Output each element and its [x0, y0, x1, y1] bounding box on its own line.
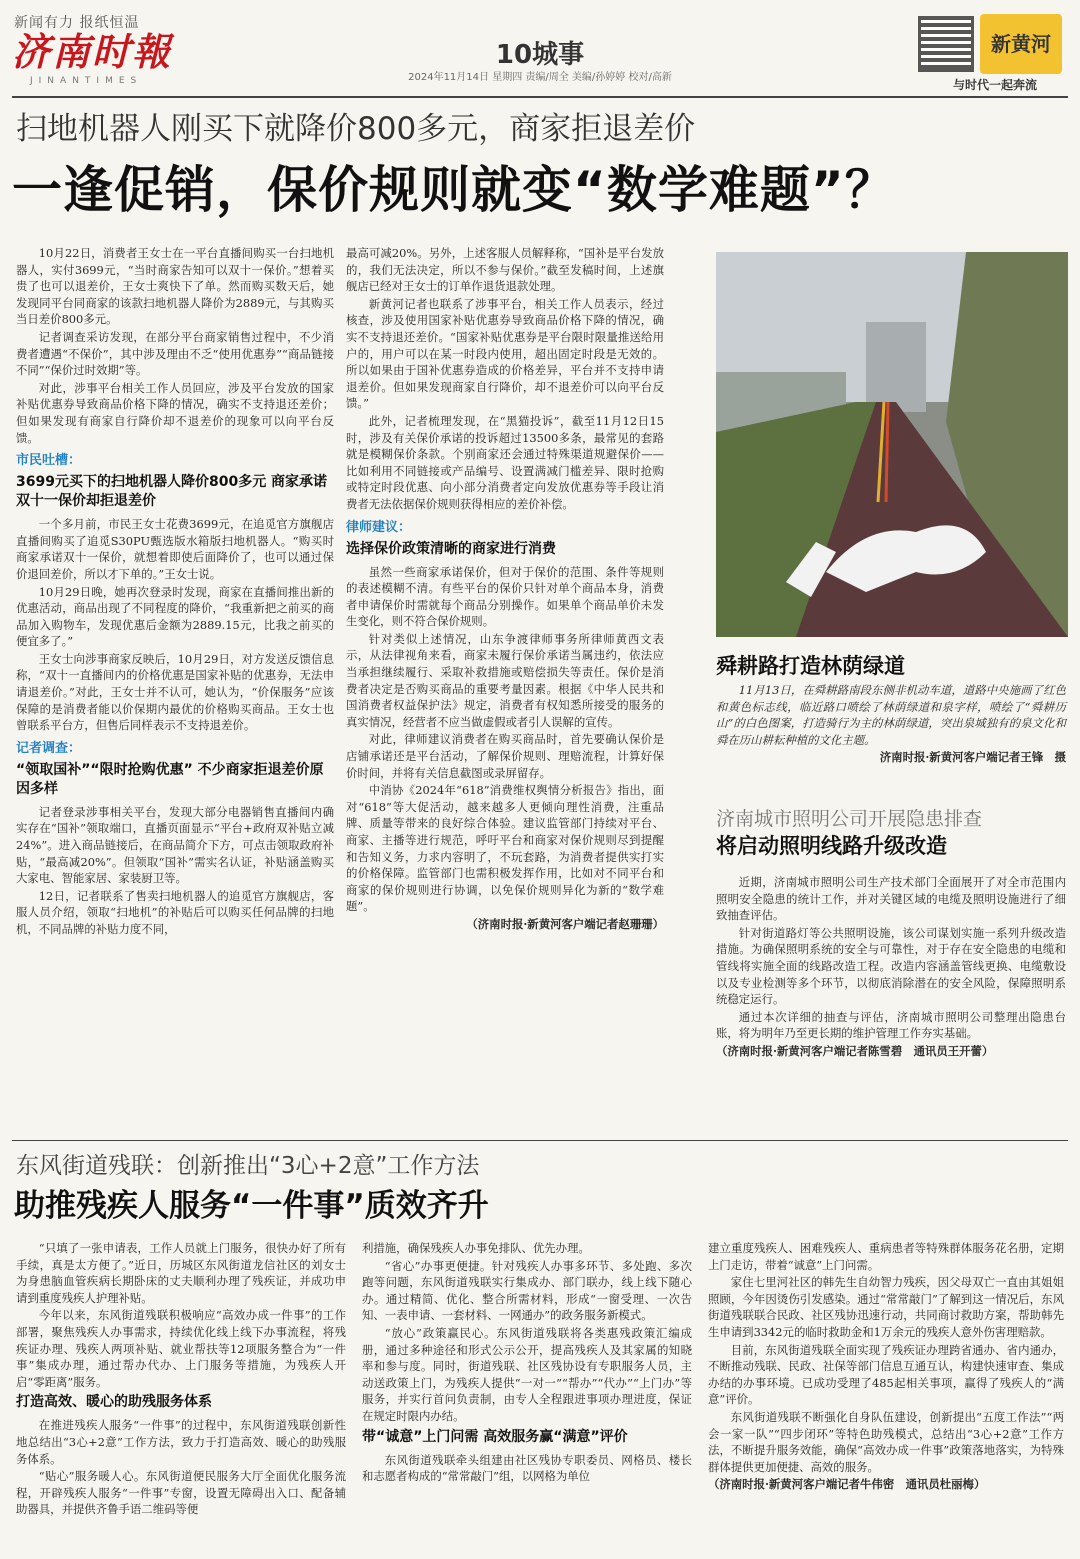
partner-slogan: 与时代一起奔流 [952, 78, 1037, 92]
subheading: 选择保价政策清晰的商家进行消费 [346, 540, 556, 557]
article1-paragraph: 最高可减20%。另外，上述客服人员解释称，“国补是平台发放的，我们无法决定，所以不参与保价。”截至发稿时间，上述旗舰店已经对王女士的订单作退货退款处理。 [346, 246, 664, 294]
subheading: 带“诚意”上门问需 高效服务赢“满意”评价 [362, 1428, 628, 1445]
byline: （济南时报·新黄河客户端记者赵珊珊） [466, 916, 664, 931]
article3-headline: 助推残疾人服务“一件事”质效齐升 [14, 1188, 489, 1224]
article3-paragraph: 东风街道残联牵头组建由社区残协专职委员、网格员、楼长和志愿者构成的“常常敲门”组，以网格为单位 [362, 1452, 692, 1484]
photo-caption: 11月13日，在舜耕路南段东侧非机动车道，道路中央施画了红色和黄色标志线，临近路口喷绘了林荫绿道和泉字样，喷绘了“舜耕历山”的白色图案，打造骑行为主的林荫绿道，突出泉城独有的泉文化和舜在历山耕耘种植的文化主题。 [716, 683, 1066, 747]
photo-credit: 济南时报·新黄河客户端记者王锋 摄 [879, 750, 1066, 765]
article3-paragraph: 家住七里河社区的韩先生自幼智力残疾，因父母双亡一直由其姐姐照顾，今年因烫伤引发感染。通过“常常敲门”了解到这一情况后，东风街道残联联合民政、社区残协迅速行动，共同商讨救助方案，帮助韩先生申请到3342元的临时救助金和1万余元的残疾人意外伤害理赔款。 [708, 1275, 1064, 1339]
article2-kicker: 济南城市照明公司开展隐患排查 [716, 808, 983, 830]
byline: （济南时报·新黄河客户端记者陈雪碧 通讯员王开蕾） [716, 1043, 994, 1058]
masthead-logo-sub: JINANTIMES [30, 76, 143, 86]
article2-paragraph: 针对街道路灯等公共照明设施，该公司谋划实施一系列升级改造措施。为确保照明系统的安全与可靠性，对于存在安全隐患的电缆和管线将实施全面的线路改造工程。改造内容涵盖管线更换、电缆敷设以及专业检测等多个环节，以彻底消除潜在的安全风险，保障照明系统稳定运行。 [716, 925, 1066, 1007]
article1-paragraph: 10月29日晚，她再次登录时发现，商家在直播间推出新的优惠活动，商品出现了不同程度的降价，“我重新把之前买的商品加入购物车，发现优惠后金额为2889.15元，比我之前买的便宜多了。” [16, 584, 334, 649]
article1-paragraph: 对此，律师建议消费者在购买商品时，首先要确认保价是店铺承诺还是平台活动，了解保价规则、理赔流程，计算好保价时间，并将有关信息截图或录屏留存。 [346, 732, 664, 780]
photo-headline: 舜耕路打造林荫绿道 [716, 654, 905, 678]
article1-kicker: 扫地机器人刚买下就降价800多元，商家拒退差价 [16, 111, 696, 147]
article1-paragraph: 新黄河记者也联系了涉事平台，相关工作人员表示，经过核查，涉及使用国家补贴优惠券导致商品价格下降的情况，确实不支持退还差价。“国家补贴优惠券是平台限时限量推送给用户的，用户可以在某一时段内使用，超出固定时段是无效的。所以如果由于国补优惠券造成的价格差异，平台并不支持申请退差价。但如果发现商家自行降价，却不退差价可以向平台反馈。” [346, 296, 664, 411]
article1-paragraph: 此外，记者梳理发现，在“黑猫投诉”，截至11月12日15时，涉及有关保价承诺的投诉超过13500多条，最常见的套路就是模糊保价条款。个别商家还会通过特殊渠道规避保价——比如利用不同链接或产品编号、设置满减门槛差异、限时抢购或特定时段优惠、向小部分消费者定向发放优惠券等手段让消费者无法依据保价规则获得相应的差价补偿。 [346, 413, 664, 511]
section-divider [12, 1140, 1068, 1141]
article3-paragraph: 建立重度残疾人、困难残疾人、重病患者等特殊群体服务花名册，定期上门走访，带着“诚意”上门问需。 [708, 1241, 1064, 1272]
section-title: 10城事 [495, 40, 585, 70]
section-label: 市民吐槽： [16, 453, 82, 469]
subheading: “领取国补”“限时抢购优惠” 不少商家拒退差价原因多样 [16, 761, 324, 797]
article2-paragraph: 通过本次详细的抽查与评估，济南城市照明公司整理出隐患台账，将为明年乃至更长期的维护管理工作夯实基础。 [716, 1009, 1066, 1041]
article1-paragraph: 记者登录涉事相关平台，发现大部分电器销售直播间内确实存在“国补”领取端口，直播页面显示“平台+政府双补贴立减24%”。进入商品链接后，在商品简介下方，可点击领取政府补贴，“最高减20%”。但领取“国补”需实名认证，补贴涵盖购买大家电、智能家居、家装厨卫等。 [16, 804, 334, 886]
photo-caption-block [716, 682, 1066, 767]
partner-logo [980, 14, 1062, 74]
article1-paragraph: 记者调查采访发现，在部分平台商家销售过程中，不少消费者遭遇“不保价”，其中涉及理由不乏“使用优惠券”“商品链接不同”“保价过时效期”等。 [16, 329, 334, 378]
partner-logo-text: 新黄河 [991, 32, 1051, 56]
article1-paragraph: 10月22日，消费者王女士在一平台直播间购买一台扫地机器人，实付3699元，“当时商家告知可以双十一保价。”想着买贵了也可以退差价，王女士爽快下了单。然而购买数天后，她发现同平台同商家的该款扫地机器人降价为2889元，与其购买当日差价800多元。 [16, 246, 334, 327]
subheading: 打造高效、暖心的助残服务体系 [16, 1394, 212, 1411]
article1-paragraph: 针对类似上述情况，山东争渡律师事务所律师黄西文表示，从法律视角来看，商家未履行保价承诺当属违约，依法应当承担继续履行、采取补救措施或赔偿损失等责任。保价是消费者决定是否购买商品的重要考量因素。根据《中华人民共和国消费者权益保护法》规定，消费者有权知悉所接受的服务的真实情况，经营者不应当做虚假或者引人误解的宣传。 [346, 631, 664, 729]
article2-headline: 将启动照明线路升级改造 [716, 834, 947, 858]
article3-paragraph: “只填了一张申请表，工作人员就上门服务，很快办好了所有手续，真是太方便了。”近日，历城区东风街道龙信社区的刘女士为身患脑血管疾病长期卧床的丈夫顺利办理了残疾证，并成功申请到重度残疾人护理补贴。 [16, 1241, 346, 1305]
article1-col1 [16, 245, 334, 1107]
article1-paragraph: 12日，记者联系了售卖扫地机器人的追觅官方旗舰店，客服人员介绍，领取“扫地机”的补贴后可以购买任何品牌的扫地机，不同品牌的补贴力度不同， [16, 888, 334, 936]
subheading: 3699元买下的扫地机器人降价800多元 商家承诺双十一保价却拒退差价 [16, 474, 328, 510]
article1-paragraph: 虽然一些商家承诺保价，但对于保价的范围、条件等规则的表述模糊不清。有些平台的保价只针对单个商品本身，消费者申请保价时需就每个商品分别操作。如果单个商品单价未发生变化，则不符合保价规则。 [346, 564, 664, 629]
article3-paragraph: 东风街道残联不断强化自身队伍建设，创新提出“五度工作法”“两会一家一队”“四步闭环”等特色助残模式，总结出“3心+2意”工作方法，不断提升服务效能，确保“高效办成一件事”政策落地落实，为特殊群体提供更加便捷、高效的服务。 [708, 1409, 1064, 1474]
article3-paragraph: “省心”办事更便捷。针对残疾人办事多环节、多处跑、多次跑等问题，东风街道残联实行集成办、部门联办，线上线下随心办。通过精简、优化、整合所需材料，形成“一窗受理、一次告知、一表申请、一套材料、一网通办”的政务服务新模式。 [362, 1258, 692, 1323]
masthead-logo: 济南时報 [12, 29, 173, 74]
article3-paragraph: 在推进残疾人服务“一件事”的过程中，东风街道残联创新性地总结出“3心+2意”工作方法，致力于打造高效、暖心的助残服务体系。 [16, 1418, 346, 1466]
article3-paragraph: 今年以来，东风街道残联积极响应“高效办成一件事”的工作部署，聚焦残疾人办事需求，持续优化线上线下办事流程，将残疾证办理、残疾人两项补贴、就业帮扶等12项服务整合为“一件事”集成办理，通过帮办代办、上门服务等措施，为残疾人开启“零距离”服务。 [16, 1308, 346, 1389]
article1-col2 [346, 245, 664, 1107]
road-photo [716, 252, 1068, 637]
road-photo-svg [716, 252, 1068, 637]
section-label: 律师建议： [346, 519, 412, 535]
article1-paragraph: 一个多月前，市民王女士花费3699元，在追觅官方旗舰店直播间购买了追觅S30PU甄选版水箱版扫地机器人。“购买时商家承诺双十一保价，就想着即使后面降价了，也可以通过保价退回差价，所以才下单的。”王女士说。 [16, 517, 334, 581]
article2-body [716, 874, 1066, 1061]
article3-col1 [16, 1240, 346, 1552]
article1-headline: 一逢促销，保价规则就变“数学难题”？ [12, 161, 896, 219]
article3-paragraph: 利措施，确保残疾人办事免排队、优先办理。 [362, 1241, 590, 1255]
article3-paragraph: “贴心”服务暖人心。东风街道便民服务大厅全面优化服务流程，开辟残疾人服务“一件事”专窗，设置无障碍出入口、配备辅助器具，并提供齐鲁手语二维码等便 [16, 1469, 346, 1517]
article2-paragraph: 近期，济南城市照明公司生产技术部门全面展开了对全市范围内照明安全隐患的统计工作，并对关键区域的电缆及照明设施进行了细致抽查评估。 [716, 875, 1066, 923]
masthead-slogan: 新闻有力 报纸恒温 [14, 15, 140, 31]
qr-code-icon [918, 16, 974, 72]
article1-paragraph: 王女士向涉事商家反映后，10月29日，对方发送反馈信息称，“双十一直播间内的价格优惠是国家补贴的优惠券，无法申请退差价。”对此，王女士并不认可，她认为，“价保服务”应该保障的是消费者能以价保期内最优的价格购买商品。王女士也曾联系平台方，但售后同样表示不支持退差价。 [16, 651, 334, 733]
article3-col2 [362, 1240, 692, 1552]
date-line: 2024年11月14日 星期四 责编/周全 美编/孙婷婷 校对/高新 [408, 72, 672, 83]
article1-paragraph: 中消协《2024年“618”消费维权舆情分析报告》指出，面对“618”等大促活动，越来越多人更倾向理性消费，注重品牌、质量等带来的良好综合体验。建议监管部门持续对平台、商家、主播等进行规范，呼吁平台和商家对保价规则尽到提醒和告知义务，力求内容明了，不玩套路，为消费者提供实打实的价格保障。监管部门也需积极发挥作用，比如对不同平台和商家的保价规则进行协调，以免保价规则异化为新的“数学难题”。 [346, 783, 664, 914]
article3-kicker: 东风街道残联：创新推出“3心+2意”工作方法 [16, 1153, 480, 1179]
article3-paragraph: 目前，东风街道残联全面实现了残疾证办理跨省通办、省内通办，不断推动残联、民政、社保等部门信息互通互认，构建快速审查、集成办结的办事环境。已成功受理了485起相关事项，赢得了残疾人的“满意”评价。 [708, 1342, 1064, 1407]
article1-paragraph: 对此，涉事平台相关工作人员回应，涉及平台发放的国家补贴优惠券导致商品价格下降的情况，确实不支持退还差价；但如果发现有商家自行降价却不退差价的现象可以向平台反馈。 [16, 380, 334, 445]
masthead-divider [12, 96, 1068, 98]
article3-col3 [708, 1240, 1064, 1552]
byline: （济南时报·新黄河客户端记者牛伟密 通讯员杜丽梅） [708, 1477, 986, 1492]
article3-paragraph: “放心”政策赢民心。东风街道残联将各类惠残政策汇编成册，通过多种途径和形式公示公开，提高残疾人及其家属的知晓率和参与度。同时，街道残联、社区残协设有专职服务人员，主动送政策上门，为残疾人提供“一对一”“帮办”“代办”“上门办”等服务，并实行首问负责制，由专人全程跟进事项办理进度，保证在规定时限内办结。 [362, 1325, 692, 1423]
section-label: 记者调查： [16, 740, 82, 756]
